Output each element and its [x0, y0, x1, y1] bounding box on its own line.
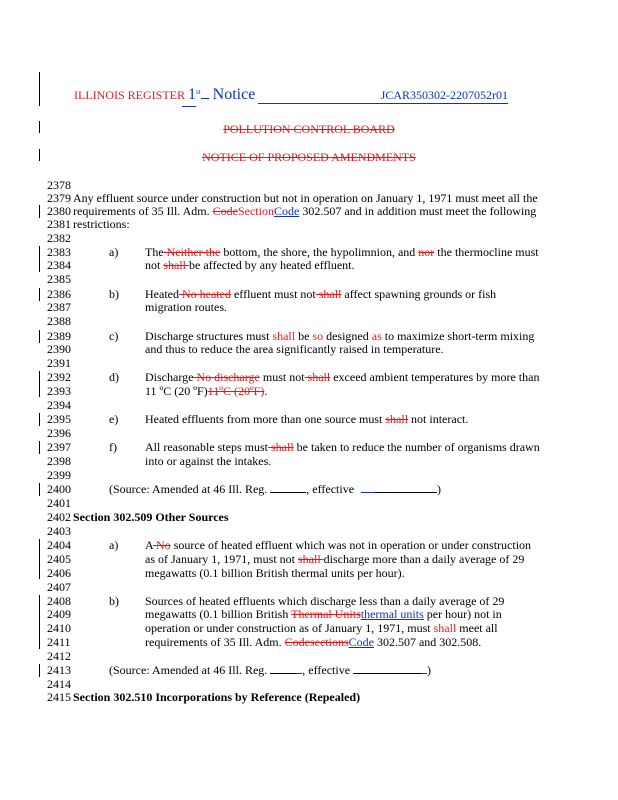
change-bar [39, 205, 40, 218]
blank-field [375, 492, 437, 493]
line-2388: 2388 [47, 314, 71, 328]
underline-mark [182, 106, 196, 107]
blank-field [353, 673, 421, 674]
change-bar [39, 483, 40, 496]
blank-field [270, 673, 296, 674]
line-2415: 2415 Section 302.510 Incorporations by Reference (Repealed) [47, 690, 361, 704]
line-2387: 2387 migration routes. [47, 300, 227, 314]
line-2408: 2408 b) Sources of heated effluents which discharge less than a daily average of 29 [47, 594, 505, 608]
line-2381: 2381 restrictions: [47, 217, 130, 231]
line-2378: 2378 [47, 178, 71, 192]
line-2400: 2400 (Source: Amended at 46 Ill. Reg. , effective ) [47, 482, 442, 496]
change-bar [39, 246, 40, 272]
line-2384: 2384 not shall be affected by any heated effluent. [47, 258, 355, 272]
line-2398: 2398 into or against the intakes. [47, 454, 272, 468]
line-2386: 2386 b) Heated No heated effluent must not shall affect spawning grounds or fish [47, 287, 497, 301]
docid-field [258, 88, 508, 104]
page-marker-sup: st [196, 88, 201, 96]
line-2391: 2391 [47, 356, 71, 370]
line-2403: 2403 [47, 524, 71, 538]
underline-mark [201, 98, 209, 99]
line-2407: 2407 [47, 580, 71, 594]
change-bar [39, 288, 40, 301]
line-2397: 2397 f) All reasonable steps must shall be taken to reduce the number of organisms drawn [47, 440, 540, 454]
line-2396: 2396 [47, 426, 71, 440]
blank-field [361, 492, 375, 493]
line-2409: 2409 megawatts (0.1 billion British Thermal Unitsthermal units per hour) not in [47, 607, 502, 621]
board-title: POLLUTION CONTROL BOARD [223, 122, 395, 136]
change-bar [39, 539, 40, 579]
doc-id: JCAR350302-2207052r01 [380, 88, 508, 102]
line-2399: 2399 [47, 468, 71, 482]
line-2379: 2379 Any effluent source under construction but not in operation on January 1, 1971 must meet all the [47, 191, 538, 205]
blank-field [270, 492, 306, 493]
register-label: ILLINOIS REGISTER [74, 88, 185, 102]
section-heading: Section 302.509 Other Sources [73, 510, 229, 524]
line-2392: 2392 d) Discharge No discharge must not shall exceed ambient temperatures by more than [47, 370, 540, 384]
change-bar [39, 441, 40, 454]
line-2393: 2393 11 ºC (20 ºF)11ºC (20ºF). [47, 384, 268, 398]
change-bar [39, 413, 40, 426]
line-2406: 2406 megawatts (0.1 billion British thermal units per hour). [47, 566, 405, 580]
line-2410: 2410 operation or under construction as of January 1, 1971, must shall meet all [47, 621, 498, 635]
line-2382: 2382 [47, 231, 71, 245]
change-bar [39, 371, 40, 397]
line-2414: 2414 [47, 677, 71, 691]
line-2411: 2411 requirements of 35 Ill. Adm. CodesectionsCode 302.507 and 302.508. [47, 635, 482, 649]
line-2405: 2405 as of January 1, 1971, must not shall discharge more than a daily average of 29 [47, 552, 525, 566]
line-2404: 2404 a) A No source of heated effluent which was not in operation or under construction [47, 538, 532, 552]
change-bar [39, 330, 40, 343]
line-2395: 2395 e) Heated effluents from more than one source must shall not interact. [47, 412, 469, 426]
change-bar [39, 595, 40, 649]
line-2380: 2380 requirements of 35 Ill. Adm. CodeSectionCode 302.507 and in addition must meet the following [47, 204, 537, 218]
change-bar [39, 72, 40, 106]
page-marker: 1 [188, 86, 196, 103]
line-2389: 2389 c) Discharge structures must shall be so designed as to maximize short-term mixing [47, 329, 535, 343]
notice-title: NOTICE OF PROPOSED AMENDMENTS [202, 150, 416, 164]
section-heading: Section 302.510 Incorporations by Reference (Repealed) [73, 690, 361, 704]
line-2401: 2401 [47, 496, 71, 510]
line-2413: 2413 (Source: Amended at 46 Ill. Reg. , effective ) [47, 663, 432, 677]
line-2412: 2412 [47, 649, 71, 663]
line-2385: 2385 [47, 272, 71, 286]
line-2394: 2394 [47, 398, 71, 412]
line-2383: 2383 a) The Neither the bottom, the shore, the hypolimnion, and nor the thermocline must [47, 245, 539, 259]
change-bar [39, 664, 40, 677]
notice-label: Notice [212, 86, 256, 103]
register-header [74, 86, 255, 104]
line-2390: 2390 and thus to reduce the area significantly raised in temperature. [47, 342, 444, 356]
line-2402: 2402 Section 302.509 Other Sources [47, 510, 229, 524]
